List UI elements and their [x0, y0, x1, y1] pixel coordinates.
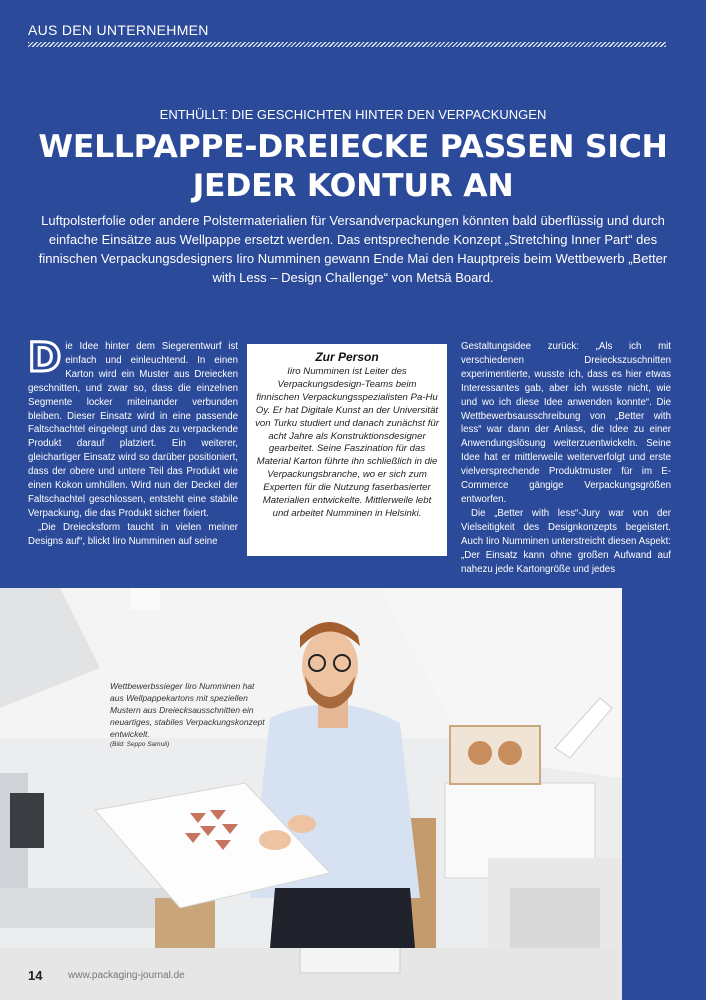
text-column-3: [461, 340, 671, 576]
page-number: 14: [28, 968, 43, 983]
person-box-title: Zur Person: [315, 350, 379, 364]
photo-illustration: [0, 588, 622, 1000]
article-kicker: ENTHÜLLT: DIE GESCHICHTEN HINTER DEN VERPACKUNGEN: [159, 107, 547, 122]
col1-paragraph-1: ie Idee hinter dem Siegerentwurf ist einfach und einleuchtend. In einen Karton wird ein Muster aus Dreiecken geschnitten, und zwar so, dass die einzelnen Segmente locker miteinander verbunden bleiben. Dieser Einsatz wird in eine passende Faltschachtel eingelegt und das zu verpackende Produkt darauf platziert. Ein weiterer, gleichartiger Einsatz wird so darüber positioniert, dass der obere und untere Teil das Produkt wie einen Kokon umhüllen. Wird nun der Deckel der Faltschachtel geschlossen, entsteht eine stabile Verpackung, die das Produkt sicher fixiert.: [28, 341, 238, 519]
dropcap: D: [28, 335, 62, 381]
col3-paragraph-2: Die „Better with less“-Jury war von der Vielseitigkeit des Designkonzepts begeistert. Auch Iiro Numminen unterstreicht diesen Aspekt: „Der Einsatz kann ohne großen Aufwand auf nahezu jede Kartongröße und jedes: [461, 507, 671, 575]
photo-credit: (Bild: Seppo Samuli): [110, 741, 170, 748]
article-headline: [0, 128, 706, 206]
headline-line-1: WELLPAPPE-DREIECKE PASSEN SICH: [38, 129, 668, 165]
col3-paragraph-1: Gestaltungsidee zurück: „Als ich mit verschiedenen Dreieckszuschnitten experimentierte, wusste ich, dass es hier etwas Interessantes gab, aber ich wusste nicht, wie und wo ich diese Idee anwenden konnte“. Die Wettbewerbsausschreibung von „Better with less“ war dann der Anlass, die Idee zu einer Anwendungslösung weiterzuentwickeln. Seine Idee hat er mittlerweile weiterverfolgt und erste vielversprechende Produktmuster für im E-Commerce gängige Verpackungsgrößen entworfen.: [461, 341, 671, 505]
section-label: AUS DEN UNTERNEHMEN: [28, 22, 209, 38]
article-photo: [0, 588, 622, 1000]
photo-caption-text: Wettbewerbssieger Iiro Numminen hat aus Wellpappekartons mit speziellen Mustern aus Dreiecksausschnitten ein neuartiges, stabiles Verpackungskonzept entwickelt.: [110, 681, 265, 739]
article-lede: Luftpolsterfolie oder andere Polstermaterialien für Versandverpackungen könnten bald überflüssig und durch einfache Einsätze aus Wellpappe ersetzt werden. Das entsprechende Konzept „Stretching Inner Part“ des finnischen Verpackungsdesigners Iiro Numminen gewann Ende Mai den Hauptpreis beim Wettbewerb „Better with Less – Design Challenge“ von Metsä Board.: [38, 213, 668, 285]
section-rule: [28, 42, 666, 47]
person-box: [247, 344, 447, 556]
text-column-1: [28, 335, 238, 549]
photo-caption: [110, 680, 270, 750]
col1-paragraph-2: „Die Dreiecksform taucht in vielen meiner Designs auf“, blickt Iiro Numminen auf seine: [28, 521, 238, 547]
headline-line-2: JEDER KONTUR AN: [192, 168, 514, 204]
website-link[interactable]: www.packaging-journal.de: [68, 970, 185, 981]
person-box-text: Iiro Numminen ist Leiter des Verpackungsdesign-Teams beim finnischen Verpackungsspezialisten Pa-Hu Oy. Er hat Digitale Kunst an der Universität von Turku studiert und danach zunächst für acht Jahre als Konstruktionsdesigner gearbeitet. Seine Faszination für das Material Karton führte ihn schließlich in die Verpackungsbranche, wo er sich zum Experten für die Nutzung faserbasierter Materialien entwickelte. Mittlerweile lebt und arbeitet Numminen in Helsinki.: [255, 366, 439, 519]
